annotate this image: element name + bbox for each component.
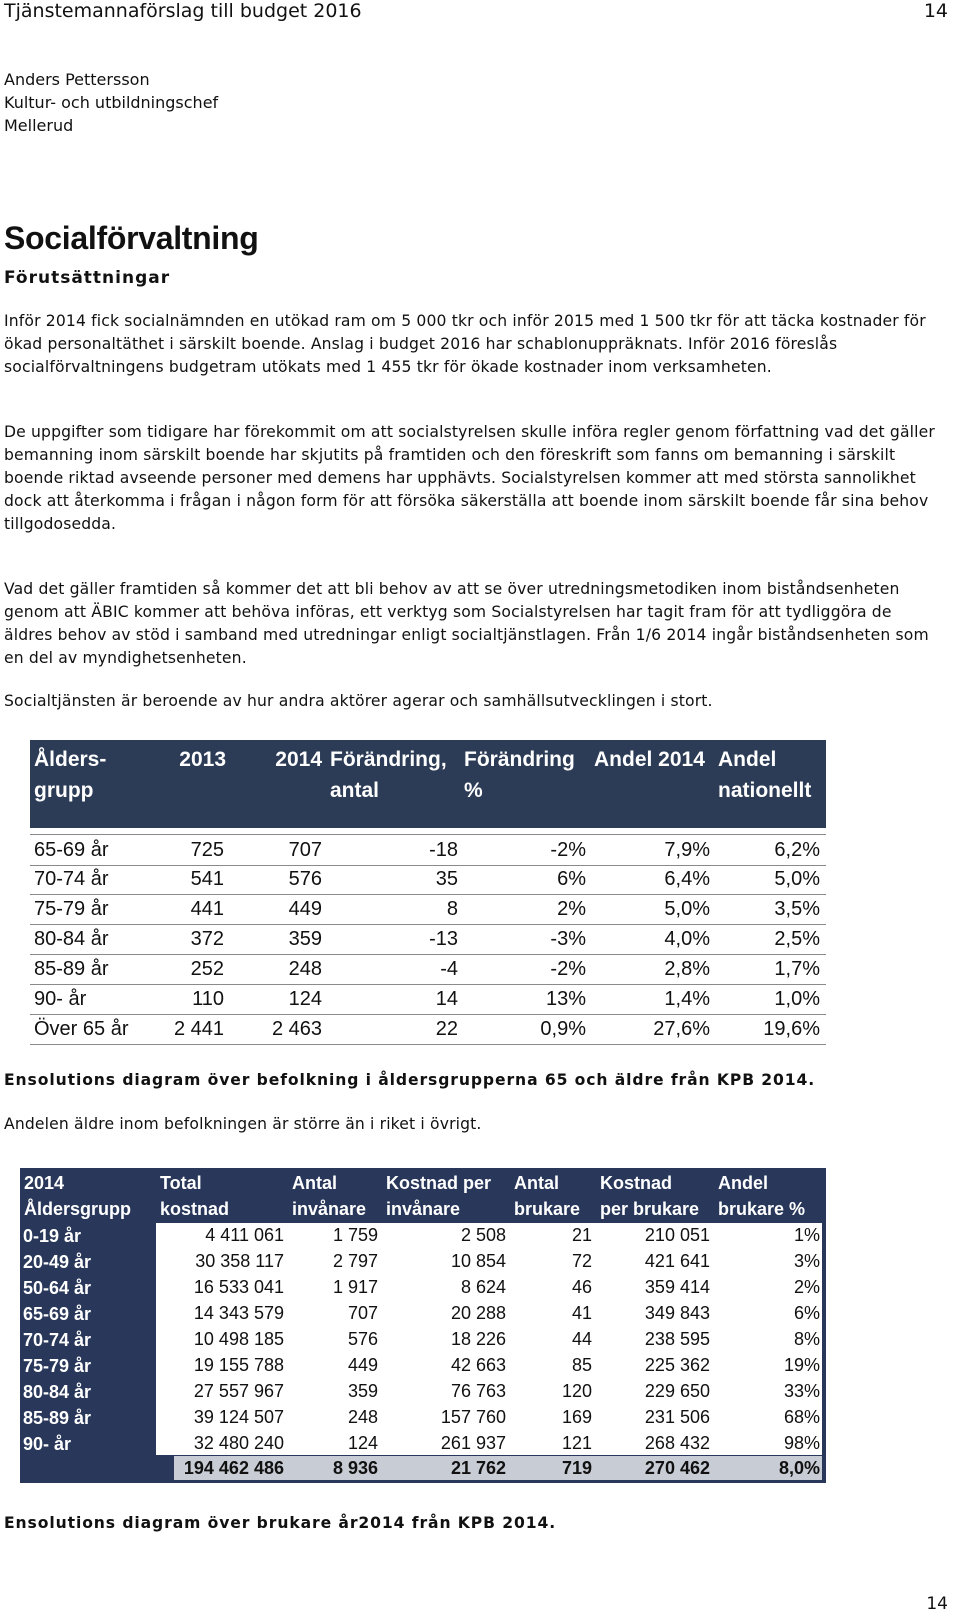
users-value-cell: 225 362 [644,1355,710,1375]
users-value-cell: 98% [783,1433,820,1453]
population-value-cell: 35 [435,868,458,890]
population-value-cell: 541 [190,868,224,890]
population-value-cell: 13% [545,988,586,1010]
users-value-cell: 2 508 [460,1225,506,1245]
users-age-group-cell: 75-79 år [23,1356,92,1376]
users-value-cell: 210 051 [644,1225,710,1245]
population-row [30,834,826,866]
users-value-cell: 19 155 788 [193,1355,284,1375]
users-total-cell: 194 462 486 [183,1458,284,1478]
population-value-cell: 359 [288,928,322,950]
footer-page-number: 14 [926,1594,948,1614]
population-row [30,894,826,925]
users-value-cell: 14 343 579 [193,1303,284,1323]
users-value-cell: 3% [793,1251,820,1271]
users-value-cell: 21 [571,1225,592,1245]
population-value-cell: 27,6% [653,1018,710,1040]
population-value-cell: -4 [440,958,458,980]
users-value-cell: 231 506 [644,1407,710,1427]
population-header-cell: Andel nationellt [718,748,812,802]
users-total-cell: 21 762 [450,1458,506,1478]
population-value-cell: 2,8% [664,958,710,980]
population-value-cell: 22 [435,1018,458,1040]
population-value-cell: 707 [288,839,322,861]
page-header [4,0,948,22]
population-value-cell: 5,0% [664,898,710,920]
users-age-group-cell: 80-84 år [23,1382,92,1402]
users-value-cell: 359 414 [644,1277,710,1297]
users-value-cell: 10 854 [450,1251,506,1271]
users-value-cell: 39 124 507 [193,1407,284,1427]
population-value-cell: 725 [190,839,224,861]
users-value-cell: 707 [347,1303,378,1323]
users-total-cell: 8 936 [332,1458,378,1478]
population-value-cell: 3,5% [774,898,820,920]
paragraph-4: Socialtjänsten är beroende av hur andra aktörer agerar och samhällsutvecklingen i stort. [4,692,713,710]
author-block [4,68,218,137]
population-value-cell: 4,0% [664,928,710,950]
users-header-cell: Antal brukare [514,1173,581,1219]
users-value-cell: 8% [793,1329,820,1349]
population-value-cell: 110 [192,988,224,1010]
population-row [30,924,826,955]
users-value-cell: 42 663 [450,1355,506,1375]
population-table [30,740,826,1045]
population-table-header [30,740,826,828]
section-title: Socialförvaltning [4,220,259,256]
users-age-group-cell: 20-49 år [23,1252,92,1272]
population-value-cell: 6% [557,868,586,890]
users-age-group-cell: 50-64 år [23,1278,92,1298]
users-value-cell: 30 358 117 [195,1251,284,1271]
users-value-cell: 8 624 [460,1277,506,1297]
population-header-cell: Förändring % [464,748,575,802]
author-place: Mellerud [4,116,74,135]
users-value-cell: 157 760 [440,1407,506,1427]
users-value-cell: 10 498 185 [193,1329,284,1349]
population-value-cell: 2,5% [774,928,820,950]
population-header-cell: Andel 2014 [594,748,705,771]
users-age-group-cell: 85-89 år [23,1408,92,1428]
users-age-group-cell: 70-74 år [23,1330,92,1350]
population-value-cell: 2% [557,898,586,920]
population-row [30,1014,826,1045]
users-value-cell: 27 557 967 [193,1381,284,1401]
population-value-cell: 2 441 [173,1018,224,1040]
population-value-cell: -2% [550,839,586,861]
age-group-cell: 70-74 år [34,868,109,890]
population-row [30,984,826,1015]
users-header-cell: Kostnad per brukare [600,1173,700,1219]
population-value-cell: 14 [435,988,458,1010]
users-header-cell: Andel brukare % [718,1173,806,1219]
users-value-cell: 169 [561,1407,592,1427]
population-value-cell: 248 [288,958,322,980]
population-header-cell: 2014 [275,748,322,771]
population-value-cell: 449 [288,898,322,920]
users-value-cell: 261 937 [440,1433,506,1453]
users-header-cell: Kostnad per invånare [386,1173,492,1219]
users-table-body [156,1223,822,1455]
population-row [30,864,826,895]
population-header-cell: 2013 [179,748,226,771]
users-total-cell: 8,0% [778,1458,820,1478]
users-value-cell: 18 226 [450,1329,506,1349]
age-group-cell: 65-69 år [34,839,109,861]
caption-population: Ensolutions diagram över befolkning i åldersgrupperna 65 och äldre från KPB 2014. [4,1071,816,1089]
population-value-cell: 19,6% [763,1018,820,1040]
author-role: Kultur- och utbildningschef [4,93,219,112]
population-value-cell: 576 [288,868,322,890]
population-value-cell: 7,9% [664,839,710,861]
users-value-cell: 85 [571,1355,592,1375]
paragraph-2: De uppgifter som tidigare har förekommit om att socialstyrelsen skulle införa regler genom författning vad det gäller bemanning inom särskilt boende har skjutits på framtiden och den föreskrift som fanns om bemanning i särskilt boende riktad avseende personer med demens har upphävts. Socialstyrelsen kommer att med största sannolikhet dock att återkomma i frågan i någon form för att försöka säkerställa att boende inom särskilt boende får sina behov tillgodosedda. [4,423,935,533]
population-value-cell: 1,7% [774,958,820,980]
population-value-cell: 6,4% [664,868,710,890]
population-value-cell: 0,9% [540,1018,586,1040]
users-value-cell: 76 763 [450,1381,506,1401]
users-value-cell: 349 843 [644,1303,710,1323]
age-group-cell: 85-89 år [34,958,109,980]
age-group-cell: 90- år [34,988,87,1010]
paragraph-1: Inför 2014 fick socialnämnden en utökad ram om 5 000 tkr och inför 2015 med 1 500 tkr för att täcka kostnader för ökad personaltäthet i särskilt boende. Anslag i budget 2016 har schablonuppräknats. Inför 2016 föreslås socialförvaltningens budgetram utökats med 1 455 tkr för ökade kostnader inom verksamheten. [4,312,926,376]
population-value-cell: 372 [190,928,224,950]
caption-users: Ensolutions diagram över brukare år2014 från KPB 2014. [4,1514,557,1532]
users-value-cell: 229 650 [644,1381,710,1401]
users-value-cell: 124 [347,1433,378,1453]
age-group-cell: Över 65 år [34,1018,129,1040]
users-value-cell: 1 759 [332,1225,378,1245]
population-value-cell: 8 [446,898,458,920]
users-total-cell: 719 [561,1458,592,1478]
paragraph-3: Vad det gäller framtiden så kommer det att bli behov av att se över utredningsmetodiken inom biståndsenheten genom att ÄBIC kommer att behöva införas, ett verktyg som Socialstyrelsen har tagit fram för att tydliggöra de äldres behov av stöd i samband med utredningar enligt socialtjänstlagen. Från 1/6 2014 ingår biståndsenheten som en del av myndighetsenheten. [4,580,929,667]
population-value-cell: 1,0% [774,988,820,1010]
users-value-cell: 68% [783,1407,820,1427]
users-value-cell: 19% [783,1355,820,1375]
population-value-cell: 252 [190,958,224,980]
users-value-cell: 1% [793,1225,820,1245]
users-value-cell: 121 [561,1433,592,1453]
age-group-cell: 75-79 år [34,898,109,920]
users-age-group-cell: 0-19 år [23,1226,82,1246]
population-value-cell: 6,2% [774,839,820,861]
population-value-cell: 124 [288,988,322,1010]
population-value-cell: -2% [550,958,586,980]
users-value-cell: 248 [347,1407,378,1427]
section-subtitle: Förutsättningar [4,268,171,288]
users-value-cell: 238 595 [644,1329,710,1349]
users-value-cell: 33% [783,1381,820,1401]
population-value-cell: -18 [429,839,458,861]
users-value-cell: 72 [571,1251,592,1271]
users-table [20,1168,826,1483]
users-value-cell: 421 641 [644,1251,710,1271]
users-value-cell: 359 [347,1381,378,1401]
users-value-cell: 6% [793,1303,820,1323]
population-value-cell: -13 [429,928,458,950]
population-value-cell: 2 463 [271,1018,322,1040]
users-value-cell: 46 [571,1277,592,1297]
users-value-cell: 268 432 [644,1433,710,1453]
population-value-cell: 441 [190,898,224,920]
users-value-cell: 1 917 [332,1277,378,1297]
users-value-cell: 2% [793,1277,820,1297]
users-value-cell: 32 480 240 [193,1433,284,1453]
note-elderly-share: Andelen äldre inom befolkningen är större än i riket i övrigt. [4,1115,482,1133]
users-header-cell: 2014 Åldersgrupp [24,1173,132,1219]
age-group-cell: 80-84 år [34,928,109,950]
document-title: Tjänstemannaförslag till budget 2016 [4,0,362,22]
users-age-group-cell: 90- år [23,1434,72,1454]
population-header-cell: Förändring, antal [330,748,447,802]
header-page-number: 14 [923,0,948,22]
users-value-cell: 576 [347,1329,378,1349]
users-age-group-cell: 65-69 år [23,1304,92,1324]
population-value-cell: 1,4% [664,988,710,1010]
users-table-totals [174,1456,822,1480]
population-row [30,954,826,985]
population-value-cell: 5,0% [774,868,820,890]
users-total-cell: 270 462 [644,1458,710,1478]
users-value-cell: 20 288 [450,1303,506,1323]
users-value-cell: 120 [561,1381,592,1401]
population-value-cell: -3% [550,928,586,950]
users-value-cell: 4 411 061 [205,1225,284,1245]
users-header-cell: Antal invånare [292,1173,367,1219]
users-value-cell: 44 [571,1329,592,1349]
population-header-cell: Ålders- grupp [34,748,107,802]
author-name: Anders Pettersson [4,70,150,89]
users-value-cell: 16 533 041 [193,1277,284,1297]
users-header-cell: Total kostnad [160,1173,230,1219]
users-value-cell: 41 [571,1303,592,1323]
users-value-cell: 2 797 [332,1251,378,1271]
users-value-cell: 449 [347,1355,378,1375]
